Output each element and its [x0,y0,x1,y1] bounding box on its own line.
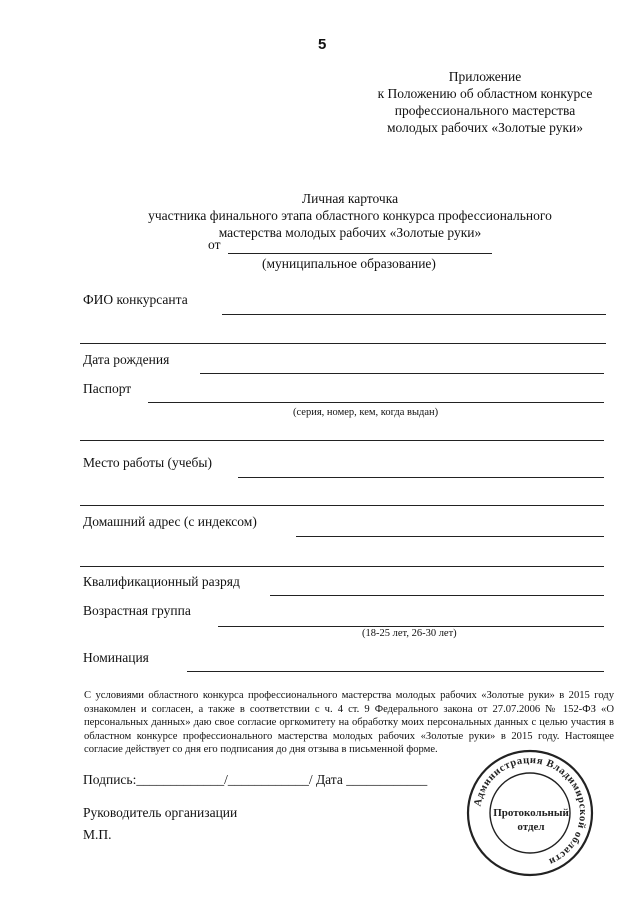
passport-field-extra[interactable] [80,440,604,441]
address-label: Домашний адрес (с индексом) [83,514,257,529]
address-field-extra[interactable] [80,566,604,567]
workplace-field[interactable] [238,477,604,478]
workplace-label: Место работы (учебы) [83,455,212,470]
nomination-field[interactable] [187,671,604,672]
municipality-field[interactable] [228,253,492,254]
fio-field[interactable] [222,314,606,315]
birth-date-label: Дата рождения [83,352,170,367]
seal-place-label: М.П. [83,827,112,842]
fio-field-extra[interactable] [80,343,606,344]
appendix-header [360,68,610,136]
appendix-title: Приложение [448,69,522,84]
municipality-hint: (муниципальное образование) [262,256,436,271]
page-number: 5 [318,36,327,53]
birth-date-field[interactable] [200,373,604,374]
card-title-block [100,190,600,241]
stamp-center-line2: отдел [517,821,545,833]
passport-field[interactable] [148,402,604,403]
organization-head-label: Руководитель организации [83,805,238,820]
signature-line: Подпись:_____________/____________/ Дата ____________ [83,772,428,787]
stamp-ring-text: Администрация Владимирской области [472,754,589,868]
qualification-field[interactable] [270,595,604,596]
from-label: от [208,237,221,252]
card-subtitle: участника финального этапа областного конкурса профессионального [148,208,552,223]
official-stamp [465,748,595,878]
address-field[interactable] [296,536,604,537]
card-subtitle: мастерства молодых рабочих «Золотые руки» [218,225,482,240]
appendix-line: молодых рабочих «Золотые руки» [386,120,583,135]
card-title: Личная карточка [301,191,399,206]
stamp-center-line1: Протокольный [493,807,569,819]
appendix-line: профессионального мастерства [394,103,576,118]
consent-text: С условиями областного конкурса профессионального мастерства молодых рабочих «Золотые руки» в 2015 году ознакомлен и согласен, а также в соответствии с ч. 4 ст. 9 Федерального закона от 27.07.2006 № 152-ФЗ «О персональных данных» даю свое согласие оргкомитету на обработку моих персональных данных с целью участия в областном конкурсе профессионального мастерства молодых рабочих «Золотые руки» в 2015 году. Настоящее согласие действует со дня его подписания до дня отзыва в письменной форме. [84,690,614,755]
age-group-field[interactable] [218,626,604,627]
age-group-hint: (18-25 лет, 26-30 лет) [362,628,457,639]
age-group-label: Возрастная группа [83,603,191,618]
qualification-label: Квалификационный разряд [83,574,240,589]
passport-hint: (серия, номер, кем, когда выдан) [293,407,439,418]
workplace-field-extra[interactable] [80,505,604,506]
appendix-line: к Положению об областном конкурсе [377,86,593,101]
nomination-label: Номинация [83,650,149,665]
fio-label: ФИО конкурсанта [83,292,188,307]
passport-label: Паспорт [83,381,132,396]
